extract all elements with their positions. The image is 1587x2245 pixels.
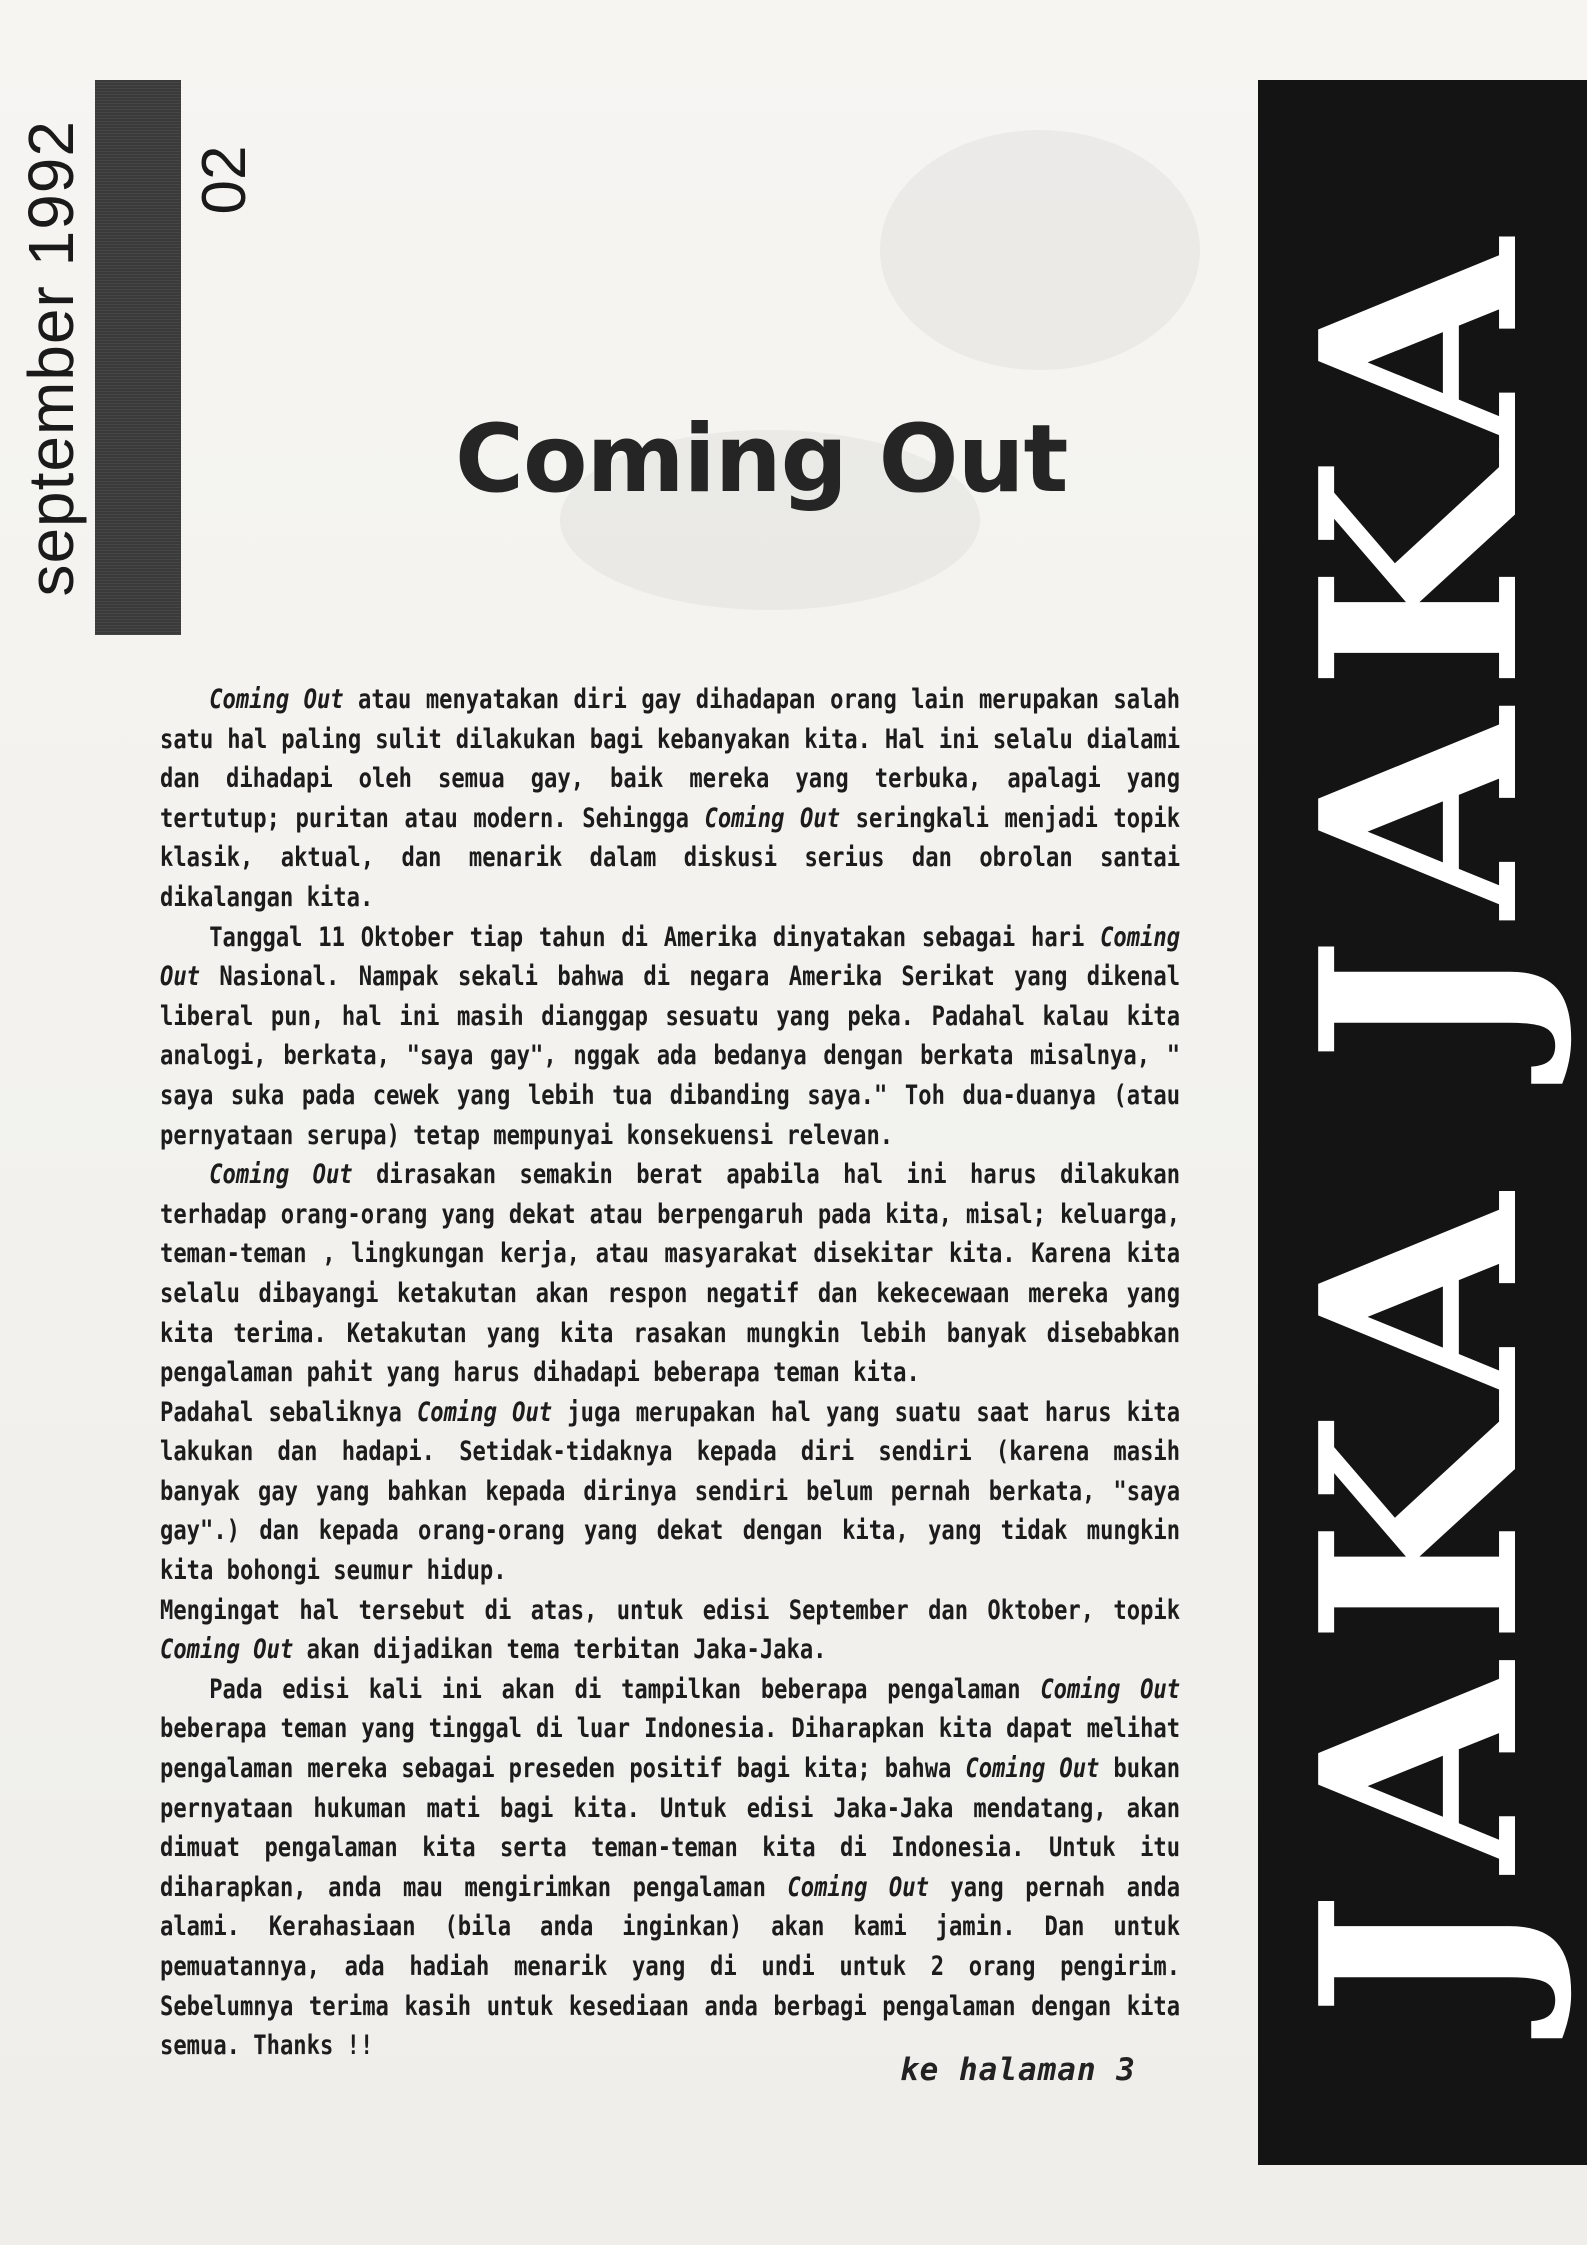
paragraph-text: Padahal sebaliknya [160, 1396, 417, 1428]
paragraph-text: dirasakan semakin berat apabila hal ini harus dilakukan terhadap orang-orang yang dekat atau berpengaruh pada kita, misal; keluarga, teman-teman , lingkungan kerja, atau masyarakat disekitar kita. Karena kita selalu dibayangi ketakutan akan respon negatif dan kekecewaan mereka yang kita terima. Ketakutan yang kita rasakan mungkin lebih banyak disebabkan pengalaman pahit yang harus dihadapi beberapa teman kita. [160, 1159, 1181, 1389]
paragraph-text: akan dijadikan tema terbitan [293, 1634, 694, 1666]
continued-on-page-link[interactable]: ke halaman 3 [900, 2052, 1136, 2088]
article-paragraph [160, 680, 1180, 918]
emphasis: Coming Out [965, 1753, 1100, 1785]
paragraph-text: beberapa teman yang tinggal di luar Indonesia. Diharapkan kita dapat melihat pengalaman mereka sebagai preseden positif bagi kita; bahwa [160, 1713, 1181, 1785]
paragraph-text: . [813, 1634, 827, 1666]
paragraph-text: Nasional. Nampak sekali bahwa di negara Amerika Serikat yang dikenal liberal pun, hal ini masih dianggap sesuatu yang peka. Padahal kalau kita analogi, berkata, "saya gay", nggak ada bedanya dengan berkata misalnya, " saya suka pada cewek yang lebih tua dibanding saya." Toh dua-duanya (atau pernyataan serupa) tetap mempunyai konsekuensi relevan. [160, 961, 1181, 1151]
masthead [1261, 200, 1579, 2040]
paragraph-text: mendatang, akan dimuat pengalaman kita serta teman-teman kita di Indonesia. Untuk itu diharapkan, anda mau mengirimkan pengalaman [160, 1792, 1181, 1903]
publication-name: Jaka-Jaka [833, 1792, 954, 1824]
paragraph-text: bukan pernyataan hukuman mati bagi kita. Untuk edisi [160, 1753, 1181, 1824]
article-body [160, 680, 1181, 2066]
issue-number [190, 120, 260, 240]
paragraph-text: seringkali menjadi topik klasik, aktual, dan menarik dalam diskusi serius dan obrolan santai dikalangan kita. [160, 802, 1181, 913]
emphasis: Coming Out [209, 1159, 353, 1191]
decorative-grey-bar [95, 80, 181, 635]
article-paragraph [160, 918, 1180, 1156]
masthead-title: JAKA JAKA [1261, 221, 1579, 2019]
article-paragraph [160, 1591, 1180, 1670]
article-paragraph [160, 1670, 1180, 2066]
article-paragraph [160, 1155, 1180, 1393]
paper-smudge [880, 130, 1200, 370]
issue-number-text: 02 [190, 145, 259, 215]
dateline [16, 120, 86, 640]
emphasis: Coming Out [704, 802, 841, 834]
page-title: Coming Out [455, 405, 1068, 514]
emphasis: Coming Out [160, 1634, 294, 1666]
dateline-text: september 1992 [15, 120, 87, 597]
emphasis: Coming Out [1040, 1673, 1181, 1705]
paragraph-text: Mengingat hal tersebut di atas, untuk edisi September dan Oktober, topik [160, 1594, 1181, 1626]
publication-name: Jaka-Jaka [693, 1634, 814, 1666]
paragraph-text: juga merupakan hal yang suatu saat harus kita lakukan dan hadapi. Setidak-tidaknya kepada diri sendiri (karena masih banyak gay yang bahkan kepada dirinya sendiri belum pernah berkata, "saya gay".) dan kepada orang-orang yang dekat dengan kita, yang tidak mungkin kita bohongi seumur hidup. [160, 1396, 1181, 1587]
emphasis: Coming Out [416, 1396, 553, 1428]
paragraph-text: atau menyatakan diri gay dihadapan orang lain merupakan salah satu hal paling sulit dilakukan bagi kebanyakan kita. Hal ini selalu dialami dan dihadapi oleh semua gay, baik mereka yang terbuka, apalagi yang tertutup; puritan atau modern. Sehingga [160, 684, 1181, 834]
emphasis: Coming Out [209, 684, 344, 715]
emphasis: Coming Out [787, 1871, 929, 1903]
paragraph-text: Pada edisi kali ini akan di tampilkan beberapa pengalaman [209, 1673, 1041, 1705]
paragraph-text: yang pernah anda alami. Kerahasiaan (bila anda inginkan) akan kami jamin. Dan untuk pemuatannya, ada hadiah menarik yang di undi untuk 2 orang pengirim. Sebelumnya terima kasih untuk kesediaan anda berbagi pengalaman dengan kita semua. Thanks !! [160, 1871, 1181, 2062]
article-paragraph [160, 1393, 1180, 1591]
emphasis: Coming Out [160, 921, 1181, 993]
paragraph-text: Tanggal 11 Oktober tiap tahun di Amerika dinyatakan sebagai hari [209, 921, 1101, 953]
